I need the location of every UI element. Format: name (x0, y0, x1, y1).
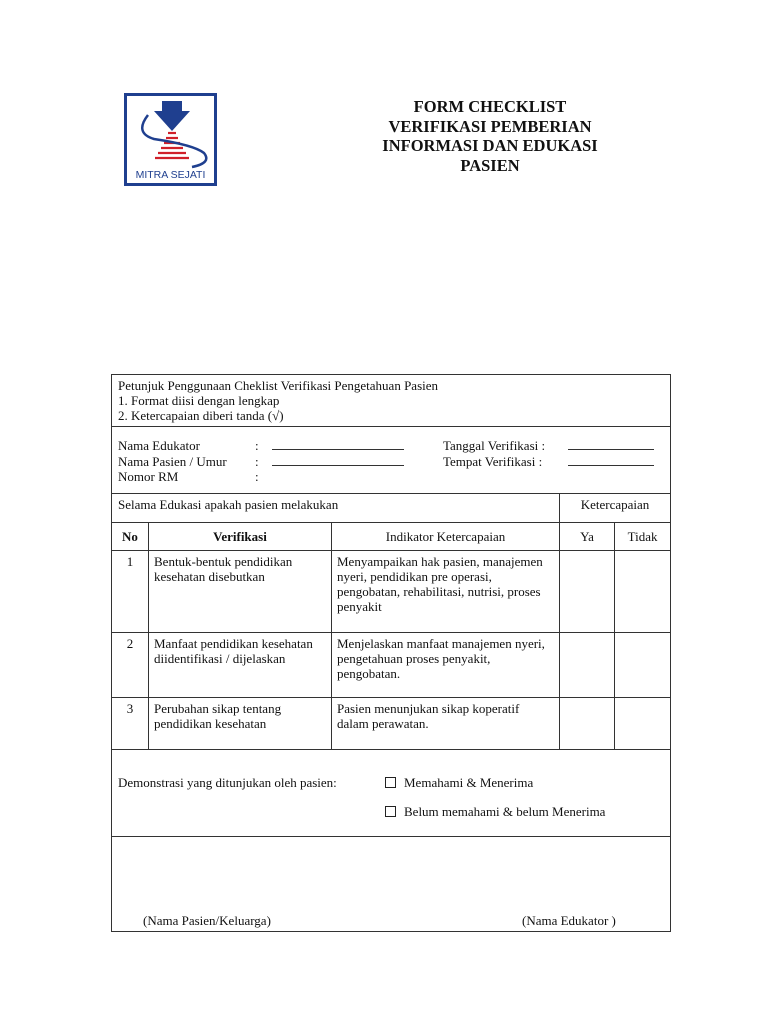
understand-option-label: Memahami & Menerima (404, 775, 534, 790)
form-title (330, 97, 650, 175)
patient-field[interactable] (272, 465, 404, 466)
yes-check-cell[interactable] (560, 698, 615, 750)
row-indicator: Pasien menunjukan sikap koperatif dalam perawatan. (332, 698, 560, 750)
instruction-item: 1. Format diisi dengan lengkap (118, 393, 280, 408)
during-label-cell (112, 494, 560, 523)
table-header-row (112, 523, 671, 551)
row-verification: Manfaat pendidikan kesehatan diidentifikasi / dijelaskan (149, 633, 332, 698)
row-number: 1 (112, 551, 149, 633)
educator-label: Nama Edukator (118, 438, 200, 453)
header-no: No (112, 523, 149, 551)
title-line: INFORMASI DAN EDUKASI (382, 136, 598, 155)
during-label: Selama Edukasi apakah pasien melakukan (118, 497, 339, 512)
place-field[interactable] (568, 465, 654, 466)
instruction-item: 2. Ketercapaian diberi tanda (√) (118, 408, 284, 423)
yes-check-cell[interactable] (560, 633, 615, 698)
demonstration-label: Demonstrasi yang ditunjukan oleh pasien: (118, 775, 337, 790)
title-line: PASIEN (460, 155, 520, 175)
mitra-sejati-logo (124, 93, 217, 186)
header-no-answer: Tidak (615, 523, 671, 551)
info-cell (112, 427, 671, 494)
not-understand-option-label: Belum memahami & belum Menerima (404, 804, 606, 819)
colon: : (255, 469, 259, 484)
row-verification: Bentuk-bentuk pendidikan kesehatan disebutkan (149, 551, 332, 633)
row-number: 3 (112, 698, 149, 750)
date-label: Tanggal Verifikasi : (443, 438, 546, 453)
header-verification: Verifikasi (149, 523, 332, 551)
no-check-cell[interactable] (615, 633, 671, 698)
not-understand-checkbox[interactable] (385, 806, 396, 817)
instructions-cell (112, 375, 671, 427)
instructions-heading: Petunjuk Penggunaan Cheklist Verifikasi Pengetahuan Pasien (118, 378, 439, 393)
date-field[interactable] (568, 449, 654, 450)
colon: : (255, 454, 259, 469)
row-verification: Perubahan sikap tentang pendidikan kesehatan (149, 698, 332, 750)
educator-field[interactable] (272, 449, 404, 450)
logo-text: MITRA SEJATI (135, 169, 206, 181)
patient-signature-label: (Nama Pasien/Keluarga) (143, 913, 271, 928)
title-line: VERIFIKASI PEMBERIAN (388, 116, 592, 136)
demonstration-cell (112, 750, 671, 837)
header-yes: Ya (560, 523, 615, 551)
understand-checkbox[interactable] (385, 777, 396, 788)
patient-label: Nama Pasien / Umur (118, 454, 227, 469)
row-indicator: Menyampaikan hak pasien, manajemen nyeri, pendidikan pre operasi, pengobatan, rehabilitasi, nutrisi, proses penyakit (332, 551, 560, 633)
colon: : (255, 438, 259, 453)
educator-signature-label: (Nama Edukator ) (522, 913, 616, 928)
yes-check-cell[interactable] (560, 551, 615, 633)
signature-cell (112, 837, 671, 932)
table-row (112, 633, 671, 698)
no-check-cell[interactable] (615, 551, 671, 633)
table-row (112, 698, 671, 750)
row-indicator: Menjelaskan manfaat manajemen nyeri, pengetahuan proses penyakit, pengobatan. (332, 633, 560, 698)
row-number: 2 (112, 633, 149, 698)
checklist-table (111, 374, 671, 932)
achievement-header (560, 494, 671, 523)
rm-label: Nomor RM (118, 469, 179, 484)
place-label: Tempat Verifikasi : (443, 454, 543, 469)
table-row (112, 551, 671, 633)
no-check-cell[interactable] (615, 698, 671, 750)
title-line: FORM CHECKLIST (413, 97, 567, 116)
achievement-label: Ketercapaian (580, 497, 650, 512)
header-indicator: Indikator Ketercapaian (332, 523, 560, 551)
